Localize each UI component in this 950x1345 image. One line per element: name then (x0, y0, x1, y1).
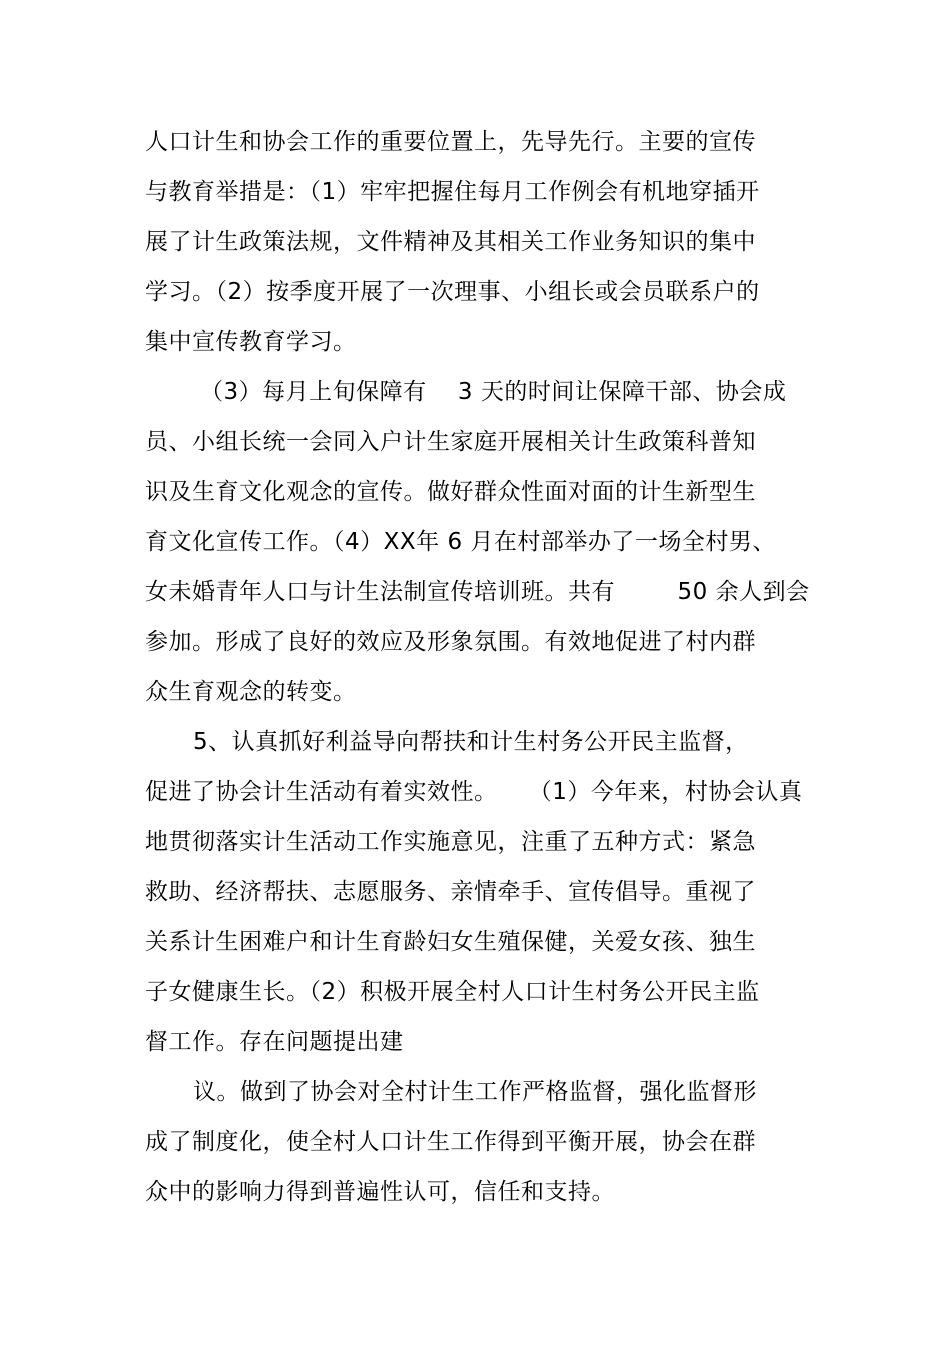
text-line-22: 众中的影响力得到普遍性认可，信任和支持。 (145, 1179, 615, 1205)
text-line-10: 女未婚青年人口与计生法制宣传培训班。共有 50 余人到会 (145, 579, 810, 605)
text-line-3: 展了计生政策法规，文件精神及其相关工作业务知识的集中 (145, 229, 756, 255)
text-line-7: 员、小组长统一会同入户计生家庭开展相关计生政策科普知 (145, 429, 756, 455)
text-line-8: 识及生育文化观念的宣传。做好群众性面对面的计生新型生 (145, 479, 756, 505)
text-line-9: 育文化宣传工作。（4）XX年 6 月在村部举办了一场全村男、 (145, 529, 776, 555)
text-line-17: 关系计生困难户和计生育龄妇女生殖保健，关爱女孩、独生 (145, 929, 756, 955)
text-line-14: 促进了协会计生活动有着实效性。 （1）今年来，村协会认真 (145, 779, 803, 805)
text-line-21: 成了制度化，使全村人口计生工作得到平衡开展，协会在群 (145, 1129, 756, 1155)
text-line-13: 5、认真抓好利益导向帮扶和计生村务公开民主监督， (193, 729, 749, 755)
text-line-6: （3）每月上旬保障有 3 天的时间让保障干部、协会成 (200, 379, 787, 405)
text-line-11: 参加。形成了良好的效应及形象氛围。有效地促进了村内群 (145, 629, 756, 655)
text-line-4: 学习。（2）按季度开展了一次理事、小组长或会员联系户的 (145, 279, 760, 305)
text-line-15: 地贯彻落实计生活动工作实施意见，注重了五种方式：紧急 (145, 829, 756, 855)
text-line-20: 议。做到了协会对全村计生工作严格监督，强化监督形 (193, 1079, 757, 1105)
text-line-18: 子女健康生长。（2）积极开展全村人口计生村务公开民主监 (145, 979, 760, 1005)
text-line-19: 督工作。存在问题提出建 (145, 1029, 404, 1055)
text-line-16: 救助、经济帮扶、志愿服务、亲情牵手、宣传倡导。重视了 (145, 879, 756, 905)
text-line-2: 与教育举措是：（1）牢牢把握住每月工作例会有机地穿插开 (145, 179, 760, 205)
text-line-12: 众生育观念的转变。 (145, 679, 357, 705)
text-line-1: 人口计生和协会工作的重要位置上，先导先行。主要的宣传 (145, 129, 756, 155)
text-line-5: 集中宣传教育学习。 (145, 329, 357, 355)
